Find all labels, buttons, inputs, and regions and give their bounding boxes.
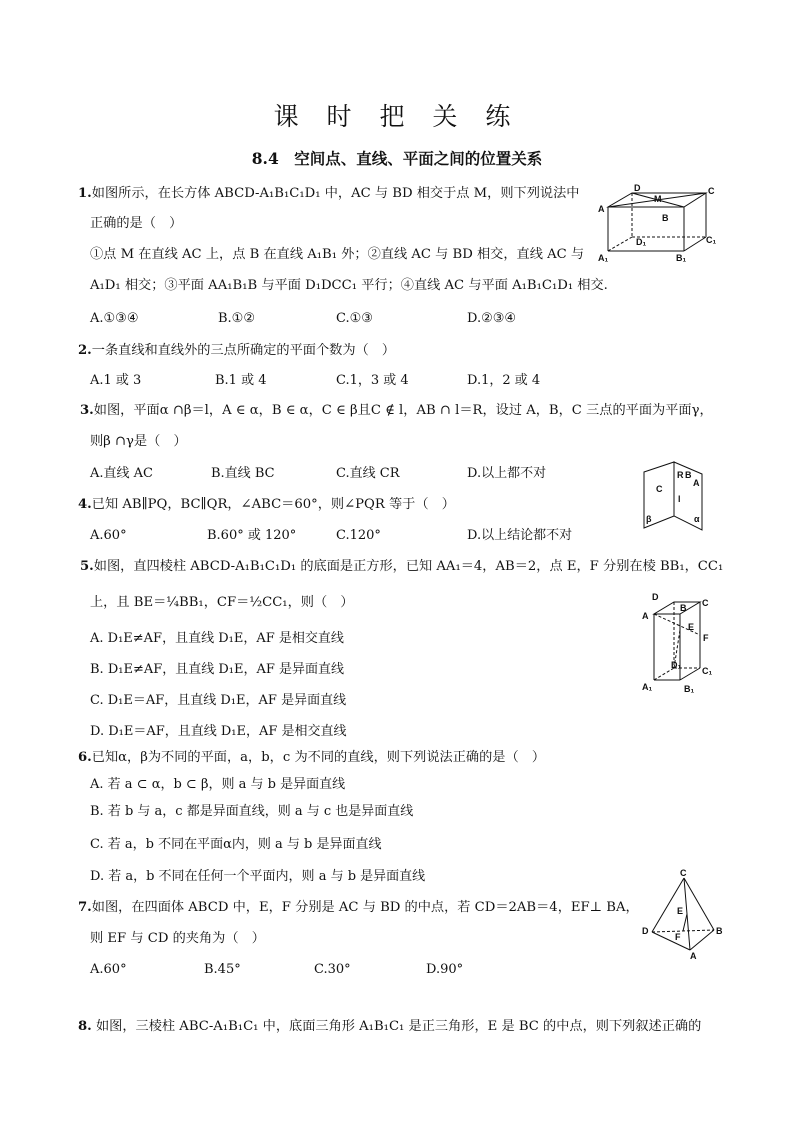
page-title: 课 时 把 关 练: [273, 102, 521, 131]
cuboid-label-b: B: [662, 213, 669, 223]
question-5-option-b: B. D₁E≠AF，且直线 D₁E，AF 是异面直线: [90, 662, 345, 677]
question-2-line: [78, 342, 395, 360]
prism-label-c: C: [702, 598, 709, 608]
question-5-number: 5.: [80, 559, 94, 574]
question-2-option-b: B.1 或 4: [215, 373, 267, 388]
question-1-line-2: 正确的是（ ）: [90, 216, 183, 231]
planes-figure: [640, 460, 710, 532]
question-2-option-d: D.1，2 或 4: [467, 373, 541, 388]
question-1-option-d: D.②③④: [467, 311, 517, 326]
prism-label-c1: C₁: [702, 666, 713, 676]
prism-label-a: A: [642, 611, 649, 621]
prism-label-d1: D₁: [671, 660, 682, 670]
cuboid-label-a: A: [598, 204, 605, 214]
question-2-stem: 一条直线和直线外的三点所确定的平面个数为（ ）: [91, 343, 396, 358]
tetrahedron-label-d: D: [642, 926, 649, 936]
prism-figure: [638, 592, 724, 696]
prism-label-d: D: [652, 592, 659, 602]
cuboid-figure: [596, 185, 722, 265]
question-5-stem: 如图，直四棱柱 ABCD-A₁B₁C₁D₁ 的底面是正方形，已知 AA₁＝4，AB＝2，点 E，F 分别在棱 BB₁，CC₁: [93, 559, 724, 574]
question-1-line-1: [78, 185, 579, 203]
prism-label-f: F: [703, 633, 709, 643]
question-5-line-1: [80, 558, 723, 576]
question-7-number: 7.: [78, 900, 92, 915]
planes-label-r: R: [677, 470, 684, 480]
question-6-number: 6.: [78, 750, 92, 765]
question-2-option-a: A.1 或 3: [90, 373, 142, 388]
cuboid-label-m: M: [654, 194, 662, 204]
question-8-stem: 如图，三棱柱 ABC-A₁B₁C₁ 中，底面三角形 A₁B₁C₁ 是正三角形，E 是 BC 的中点，则下列叙述正确的: [91, 1019, 702, 1034]
question-7-option-d: D.90°: [426, 962, 464, 977]
question-4-option-c: C.120°: [336, 528, 381, 543]
question-3-option-b: B.直线 BC: [211, 466, 275, 481]
question-7-stem: 如图，在四面体 ABCD 中，E，F 分别是 AC 与 BD 的中点，若 CD＝2AB＝4，EF⊥ BA，: [91, 900, 639, 915]
question-3-line-1: [80, 402, 713, 420]
tetrahedron-label-a: A: [690, 951, 697, 961]
cuboid-label-d: D: [634, 183, 641, 193]
question-4-number: 4.: [78, 497, 92, 512]
question-7-option-b: B.45°: [204, 962, 241, 977]
tetrahedron-label-e: E: [677, 906, 684, 916]
question-4-line: [78, 496, 455, 514]
question-8-number: 8.: [78, 1019, 92, 1034]
question-3-stem: 如图，平面α ∩β＝l，A ∈ α，B ∈ α，C ∈ β且C ∉ l，AB ∩ l＝R，设过 A，B，C 三点的平面为平面γ，: [93, 403, 713, 418]
planes-label-c: C: [656, 484, 663, 494]
planes-label-a: A: [693, 478, 700, 488]
question-7-line-2: 则 EF 与 CD 的夹角为（ ）: [90, 931, 265, 946]
question-1-option-a: A.①③④: [90, 311, 139, 326]
question-1-option-c: C.①③: [336, 311, 373, 326]
question-6-stem: 已知α，β为不同的平面，a，b，c 为不同的直线，则下列说法正确的是（ ）: [91, 750, 546, 765]
tetrahedron-figure: [640, 866, 726, 962]
question-7-option-a: A.60°: [90, 962, 127, 977]
question-1-line-3: ①点 M 在直线 AC 上，点 B 在直线 A₁B₁ 外；②直线 AC 与 BD 相交，直线 AC 与: [90, 247, 585, 262]
planes-label-beta: β: [646, 514, 652, 524]
prism-label-b: B: [680, 603, 687, 613]
question-4-option-d: D.以上结论都不对: [467, 528, 573, 543]
question-6-option-c: C. 若 a，b 不同在平面α内，则 a 与 b 是异面直线: [90, 837, 382, 852]
cuboid-label-c1: C₁: [706, 235, 717, 245]
question-1-option-b: B.①②: [218, 311, 255, 326]
tetrahedron-label-b: B: [716, 926, 723, 936]
cuboid-label-b1: B₁: [676, 253, 687, 263]
question-7-line-1: [78, 899, 639, 917]
question-5-option-d: D. D₁E＝AF，且直线 D₁E，AF 是相交直线: [90, 724, 347, 739]
tetrahedron-label-f: F: [675, 932, 681, 942]
prism-label-e: E: [688, 622, 695, 632]
question-4-option-b: B.60° 或 120°: [207, 528, 297, 543]
question-5-line-2: 上，且 BE＝¼BB₁，CF＝½CC₁，则（ ）: [90, 595, 354, 610]
question-3-number: 3.: [80, 403, 94, 418]
question-1-line-4: A₁D₁ 相交；③平面 AA₁B₁B 与平面 D₁DCC₁ 平行；④直线 AC 与平面 A₁B₁C₁D₁ 相交.: [90, 278, 608, 293]
planes-label-l: l: [678, 494, 681, 504]
prism-label-b1: B₁: [684, 684, 695, 694]
section-subtitle: 8.4 空间点、直线、平面之间的位置关系: [251, 149, 543, 168]
question-6-option-b: B. 若 b 与 a，c 都是异面直线，则 a 与 c 也是异面直线: [90, 804, 414, 819]
question-6-option-a: A. 若 a ⊂ α，b ⊂ β，则 a 与 b 是异面直线: [90, 777, 346, 792]
question-3-line-2: 则β ∩γ是（ ）: [90, 434, 187, 449]
question-6-line: [78, 749, 545, 767]
planes-label-b: B: [685, 470, 692, 480]
question-7-option-c: C.30°: [314, 962, 351, 977]
question-2-option-c: C.1，3 或 4: [336, 373, 409, 388]
question-5-option-a: A. D₁E≠AF，且直线 D₁E，AF 是相交直线: [90, 631, 344, 646]
question-3-option-c: C.直线 CR: [336, 466, 400, 481]
prism-label-a1: A₁: [642, 682, 653, 692]
question-3-option-a: A.直线 AC: [90, 466, 153, 481]
question-4-option-a: A.60°: [90, 528, 127, 543]
question-2-number: 2.: [78, 343, 92, 358]
question-3-option-d: D.以上都不对: [467, 466, 547, 481]
cuboid-label-c: C: [708, 186, 715, 196]
question-5-option-c: C. D₁E＝AF，且直线 D₁E，AF 是异面直线: [90, 693, 347, 708]
cuboid-label-a1: A₁: [598, 253, 609, 263]
question-1-number: 1.: [78, 186, 92, 201]
question-8-line: [78, 1018, 701, 1036]
question-6-option-d: D. 若 a，b 不同在任何一个平面内，则 a 与 b 是异面直线: [90, 869, 426, 884]
question-4-stem: 已知 AB∥PQ，BC∥QR，∠ABC＝60°，则∠PQR 等于（ ）: [91, 497, 455, 512]
tetrahedron-label-c: C: [680, 868, 687, 878]
planes-label-alpha: α: [694, 514, 700, 524]
question-1-stem: 如图所示，在长方体 ABCD-A₁B₁C₁D₁ 中，AC 与 BD 相交于点 M，则下列说法中: [91, 186, 580, 201]
cuboid-label-d1: D₁: [636, 237, 647, 247]
